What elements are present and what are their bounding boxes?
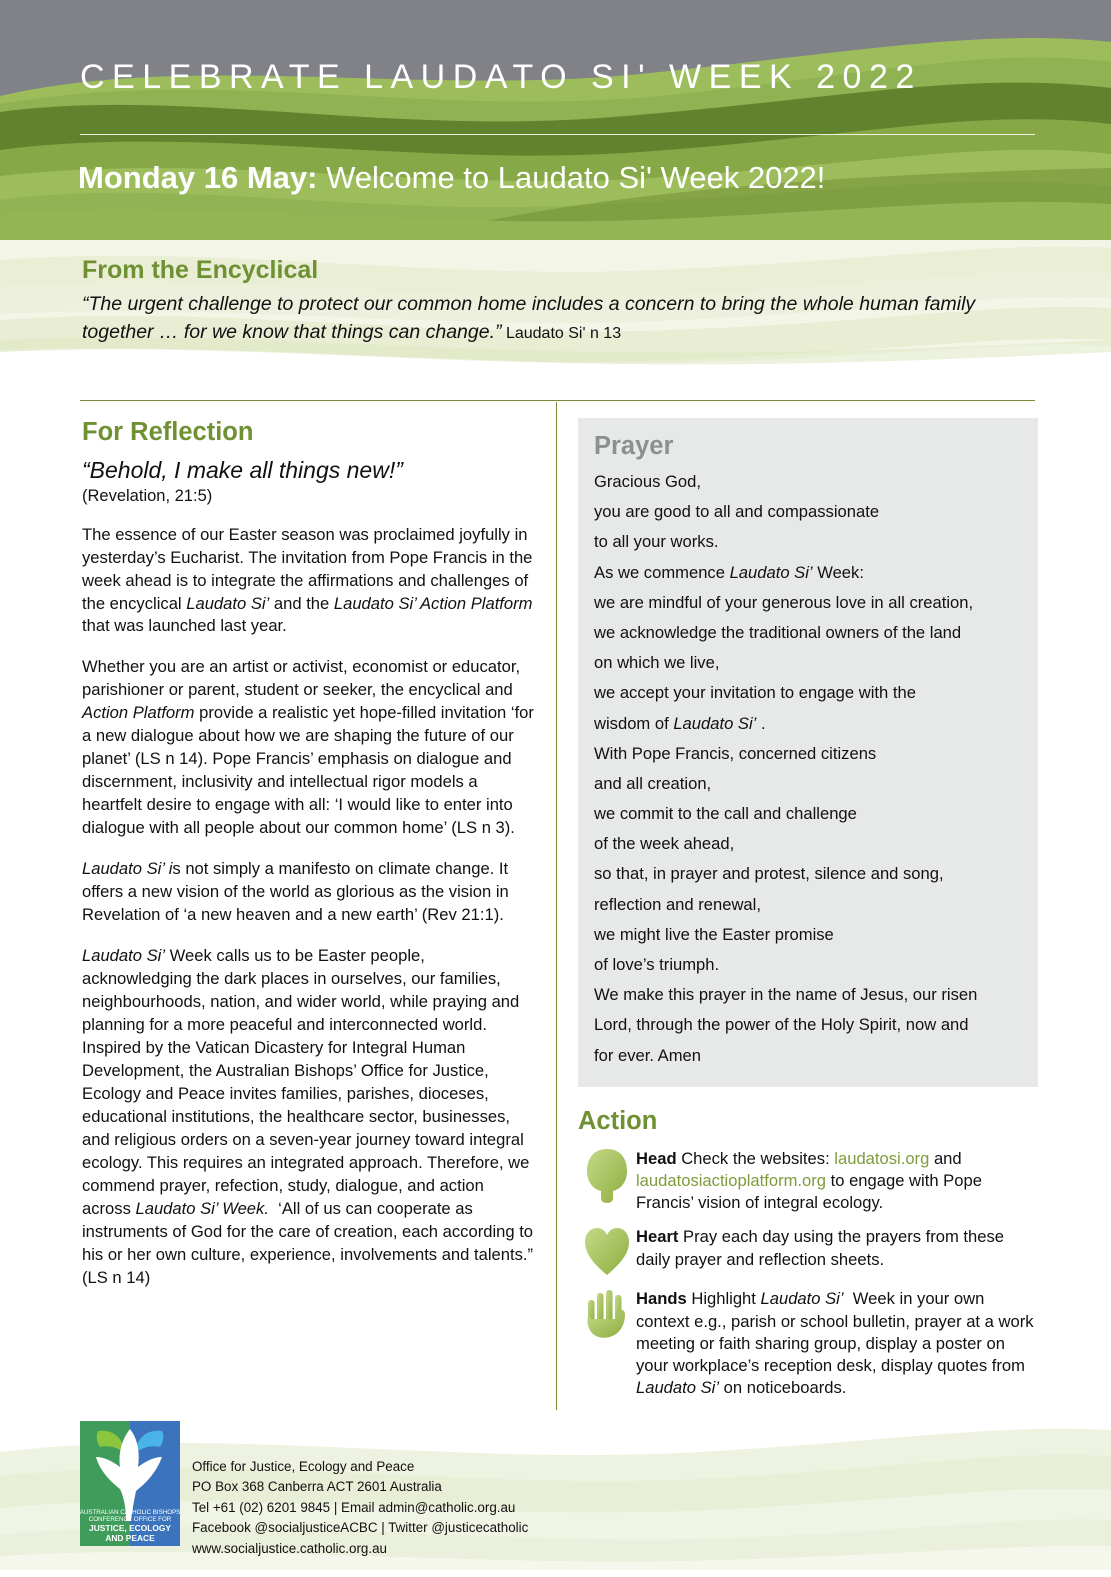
heart-icon bbox=[578, 1224, 636, 1276]
encyclical-heading: From the Encyclical bbox=[82, 256, 319, 284]
prayer-line: and all creation, bbox=[594, 773, 712, 793]
header-divider bbox=[80, 134, 1035, 135]
page-footer bbox=[0, 1410, 1111, 1577]
head-icon bbox=[578, 1146, 636, 1204]
encyclical-quote bbox=[82, 291, 1042, 346]
action-heading: Action bbox=[578, 1106, 658, 1135]
encyclical-band bbox=[0, 240, 1111, 380]
hand-icon bbox=[578, 1286, 636, 1340]
prayer-line: to all your works. bbox=[594, 532, 719, 552]
prayer-line: we accept your invitation to engage with the bbox=[594, 683, 916, 703]
action-item-text: Hands Highlight Laudato Si’ Week in your own context e.g., parish or school bulletin, prayer at a work meeting or faith sharing group, display a poster on your workplace’s reception desk, display quotes from Laudato Si’ on noticeboards. bbox=[636, 1289, 1034, 1398]
prayer-line: you are good to all and compassionate bbox=[594, 502, 880, 522]
footer-contact-line: Office for Justice, Ecology and Peace bbox=[192, 1459, 415, 1474]
prayer-line: we commit to the call and challenge bbox=[594, 804, 857, 824]
encyclical-quote-text: “The urgent challenge to protect our common home includes a concern to bring the whole human family together … for we know that things can change.” bbox=[82, 293, 976, 343]
reflection-verse: “Behold, I make all things new!” bbox=[82, 457, 403, 483]
action-list bbox=[578, 1146, 1038, 1400]
prayer-line: for ever. Amen bbox=[594, 1045, 701, 1065]
action-item bbox=[578, 1224, 1038, 1276]
prayer-line: Gracious God, bbox=[594, 472, 701, 491]
prayer-line: of the week ahead, bbox=[594, 834, 735, 854]
header-subtitle bbox=[78, 160, 1068, 196]
action-item-text: Heart Pray each day using the prayers from these daily prayer and reflection sheets. bbox=[636, 1227, 1005, 1269]
action-item bbox=[578, 1286, 1038, 1399]
logo-line-4: AND PEACE bbox=[105, 1533, 155, 1543]
prayer-line: We make this prayer in the name of Jesus, our risen bbox=[594, 985, 978, 1005]
encyclical-citation: Laudato Si' n 13 bbox=[501, 324, 622, 342]
reflection-heading: For Reflection bbox=[82, 418, 254, 446]
prayer-line: we are mindful of your generous love in all creation, bbox=[594, 592, 974, 612]
prayer-action-column bbox=[578, 418, 1038, 1400]
header-welcome: Welcome to Laudato Si' Week 2022! bbox=[317, 160, 826, 195]
reflection-paragraph: Laudato Si’ Week calls us to be Easter people, acknowledging the dark places in ourselves, our families, neighbourhoods, nation, and wider world, while praying and planning for a more peaceful and interconnected world. Inspired by the Vatican Dicastery for Integral Human Development, the Australian Bishops’ Office for Justice, Ecology and Peace invites families, parishes, dioceses, educational institutions, the healthcare sector, businesses, and religious orders on a seven-year journey toward integral ecology. This requires an integrated approach. Therefore, we commend prayer, refection, study, dialogue, and action across Laudato Si’ Week. ‘All of us can cooperate as instruments of God for the care of creation, each according to his or her own culture, experience, involvements and talents.” (LS n 14) bbox=[82, 946, 534, 1287]
reflection-paragraph: Whether you are an artist or activist, economist or educator, parishioner or parent, student or seeker, the encyclical and Action Platform provide a realistic yet hope-filled invitation ‘for a new dialogue about how we are shaping the future of our planet’ (LS n 14). Pope Francis’ emphasis on dialogue and discernment, inclusivity and intellectual rigor models a heartfelt desire to engage with all: ‘I would like to enter into dialogue with all people about our common home’ (LS n 3). bbox=[82, 657, 534, 838]
logo-line-1: AUSTRALIAN CATHOLIC BISHOPS bbox=[80, 1509, 180, 1516]
logo-line-2: CONFERENCE OFFICE FOR bbox=[88, 1516, 172, 1523]
action-item-label: Hands bbox=[636, 1289, 687, 1309]
footer-contact-line: www.socialjustice.catholic.org.au bbox=[192, 1540, 387, 1556]
column-divider bbox=[556, 402, 557, 1412]
reflection-body bbox=[82, 524, 537, 1290]
logo-line-3: JUSTICE, ECOLOGY bbox=[89, 1523, 171, 1533]
page-header bbox=[0, 0, 1111, 240]
reflection-verse-reference: (Revelation, 21:5) bbox=[82, 486, 213, 505]
prayer-line: As we commence Laudato Si’ Week: bbox=[594, 562, 864, 582]
footer-contact-details bbox=[192, 1457, 528, 1559]
prayer-line: so that, in prayer and protest, silence and song, bbox=[594, 864, 944, 884]
prayer-line: we might live the Easter promise bbox=[594, 924, 834, 944]
reflection-column bbox=[82, 418, 537, 1290]
prayer-text bbox=[594, 467, 1022, 1071]
prayer-line: wisdom of Laudato Si’ . bbox=[594, 713, 766, 733]
prayer-line: of love’s triumph. bbox=[594, 955, 720, 974]
prayer-line: With Pope Francis, concerned citizens bbox=[594, 743, 877, 763]
content-top-rule bbox=[80, 400, 1035, 401]
action-item bbox=[578, 1146, 1038, 1215]
reflection-paragraph: Laudato Si’ is not simply a manifesto on climate change. It offers a new vision of the world as glorious as the vision in Revelation of ‘a new heaven and a new earth’ (Rev 21:1). bbox=[82, 859, 509, 925]
prayer-box bbox=[578, 418, 1038, 1087]
page-title: CELEBRATE LAUDATO SI' WEEK 2022 bbox=[80, 58, 922, 96]
prayer-line: on which we live, bbox=[594, 653, 720, 673]
prayer-line: reflection and renewal, bbox=[594, 894, 761, 914]
prayer-line: Lord, through the power of the Holy Spirit, now and bbox=[594, 1015, 969, 1035]
encyclical-content bbox=[82, 256, 1042, 346]
reflection-paragraph: The essence of our Easter season was proclaimed joyfully in yesterday’s Eucharist. The invitation from Pope Francis in the week ahead is to integrate the affirmations and challenges of the encyclical Laudato Si’ and the Laudato Si’ Action Platform that was launched last year. bbox=[82, 524, 533, 636]
footer-contact-line: PO Box 368 Canberra ACT 2601 Australia bbox=[192, 1479, 442, 1495]
acbc-logo bbox=[80, 1421, 180, 1546]
prayer-heading: Prayer bbox=[594, 432, 674, 460]
footer-contact-line: Facebook @socialjusticeACBC | Twitter @justicecatholic bbox=[192, 1520, 529, 1536]
header-wave-graphic bbox=[0, 0, 1111, 240]
action-item-label: Head bbox=[636, 1148, 677, 1168]
prayer-line: we acknowledge the traditional owners of the land bbox=[594, 622, 962, 642]
action-item-label: Heart bbox=[636, 1227, 679, 1247]
action-item-text: Head Check the websites: laudatosi.org and laudatosiactioplatform.org to engage with Pope Francis’ vision of integral ecology. bbox=[636, 1148, 982, 1213]
header-date: Monday 16 May: bbox=[78, 160, 318, 195]
footer-contact-line: Tel +61 (02) 6201 9845 | Email admin@catholic.org.au bbox=[192, 1499, 516, 1515]
